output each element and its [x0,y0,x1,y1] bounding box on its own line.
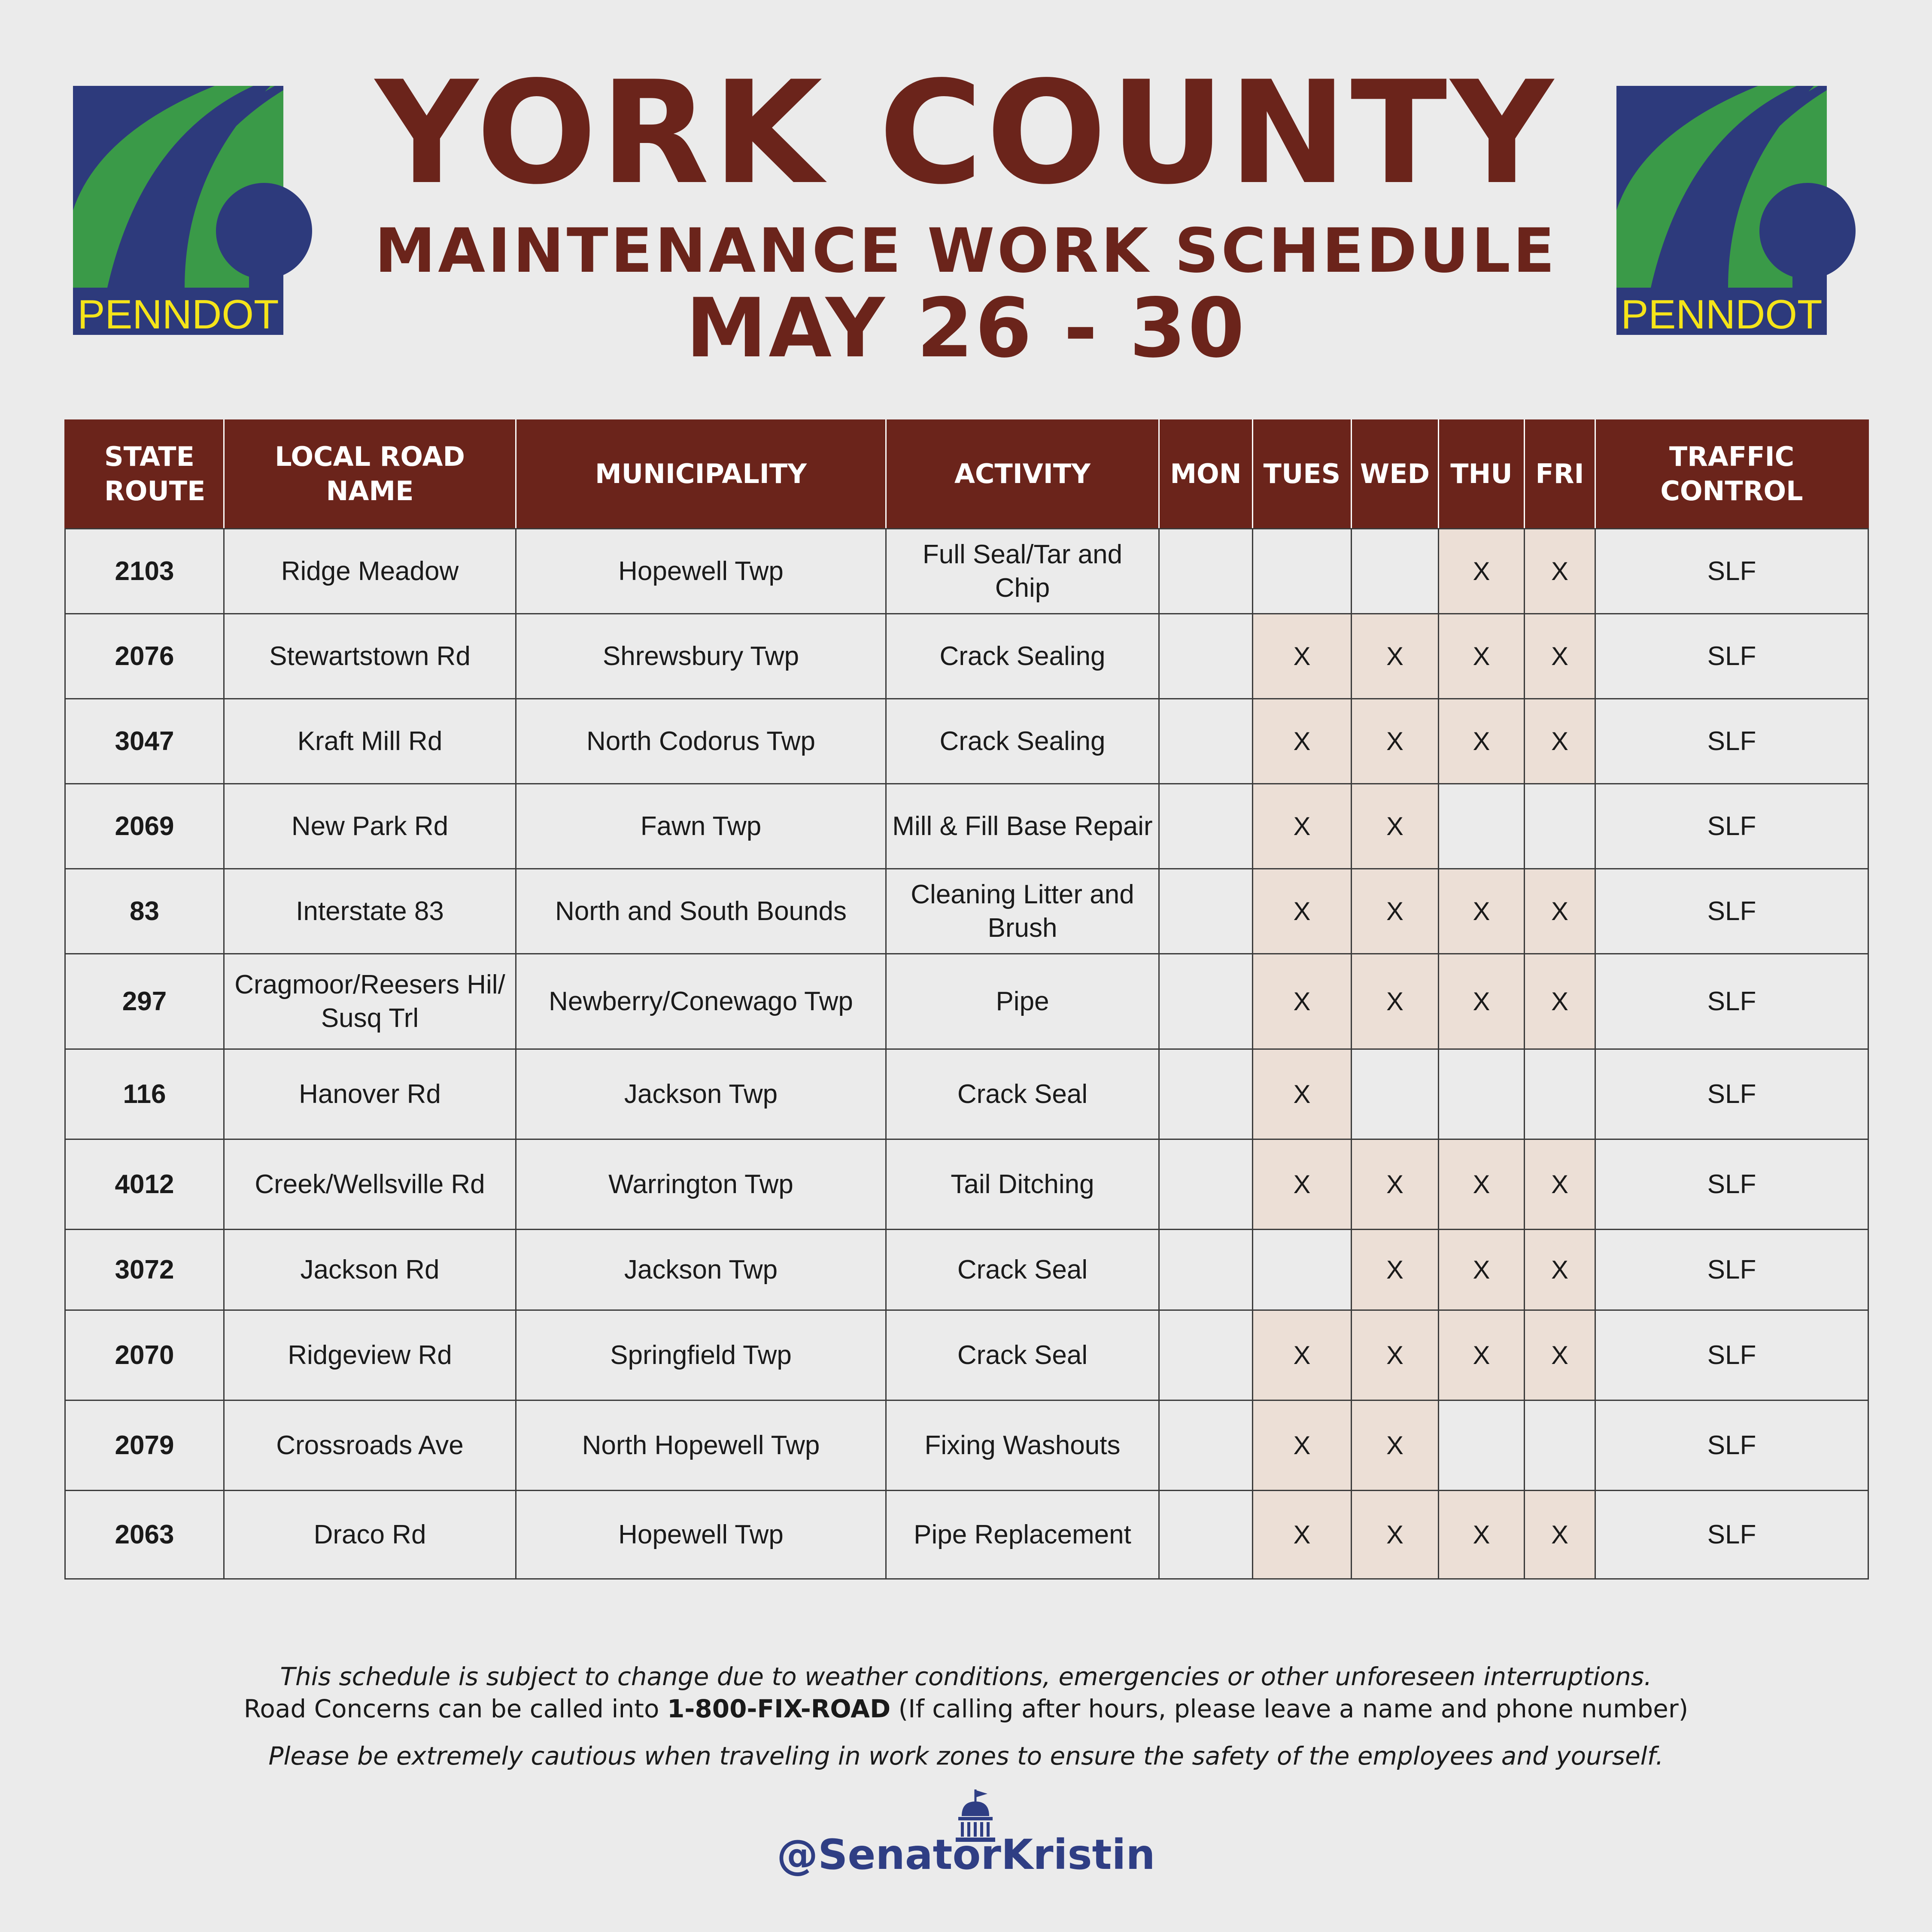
cell-route: 2069 [65,784,224,869]
cell-mon [1159,699,1253,784]
cell-wed: X [1352,954,1439,1049]
cell-route: 4012 [65,1139,224,1230]
cell-road: Jackson Rd [224,1230,516,1310]
schedule-table [64,419,1869,1580]
cell-traffic-control: SLF [1595,1230,1868,1310]
cell-fri [1525,1400,1595,1491]
cell-road: Kraft Mill Rd [224,699,516,784]
cell-tues: X [1253,1491,1352,1579]
cell-activity: Cleaning Litter and Brush [886,869,1159,954]
cell-road: Creek/Wellsville Rd [224,1139,516,1230]
cell-traffic-control: SLF [1595,954,1868,1049]
cell-thu: X [1439,1310,1525,1400]
table-row [65,1049,1868,1139]
cell-route: 2076 [65,614,224,699]
cell-tues: X [1253,614,1352,699]
page-subtitle: MAINTENANCE WORK SCHEDULE [374,216,1558,286]
safety-note: Please be extremely cautious when traveling in work zones to ensure the safety of the employees and yourself. [268,1741,1664,1771]
col-header-fri: FRI [1525,419,1595,529]
date-range: MAY 26 - 30 [686,281,1246,376]
cell-mon [1159,614,1253,699]
cell-fri: X [1525,869,1595,954]
road-concerns-post: (If calling after hours, please leave a name and phone number) [890,1694,1689,1723]
cell-fri: X [1525,1491,1595,1579]
cell-traffic-control: SLF [1595,529,1868,614]
cell-thu [1439,1400,1525,1491]
col-header-mon: MON [1159,419,1253,529]
cell-fri [1525,784,1595,869]
cell-wed: X [1352,1139,1439,1230]
cell-wed [1352,529,1439,614]
cell-route: 3047 [65,699,224,784]
table-body [65,529,1868,1579]
cell-activity: Crack Sealing [886,614,1159,699]
cell-traffic-control: SLF [1595,614,1868,699]
cell-municipality: Warrington Twp [516,1139,886,1230]
cell-activity: Pipe Replacement [886,1491,1159,1579]
cell-traffic-control: SLF [1595,1049,1868,1139]
hotline-number: 1-800-FIX-ROAD [667,1694,891,1723]
table-row [65,784,1868,869]
cell-road: Cragmoor/Reesers Hil/ Susq Trl [224,954,516,1049]
cell-route: 2063 [65,1491,224,1579]
cell-tues: X [1253,699,1352,784]
cell-route: 83 [65,869,224,954]
cell-route: 3072 [65,1230,224,1310]
cell-thu: X [1439,1491,1525,1579]
cell-wed: X [1352,1400,1439,1491]
cell-road: Ridge Meadow [224,529,516,614]
cell-fri: X [1525,1139,1595,1230]
table-row [65,1230,1868,1310]
cell-wed [1352,1049,1439,1139]
cell-wed: X [1352,1491,1439,1579]
cell-route: 2103 [65,529,224,614]
cell-fri: X [1525,954,1595,1049]
cell-municipality: Jackson Twp [516,1230,886,1310]
cell-thu: X [1439,1139,1525,1230]
cell-route: 2079 [65,1400,224,1491]
penndot-logo-text: PENNDOT [1621,292,1823,335]
col-header-traffic-control: TRAFFIC CONTROL [1595,419,1868,529]
cell-activity: Crack Seal [886,1049,1159,1139]
cell-fri: X [1525,529,1595,614]
cell-traffic-control: SLF [1595,1139,1868,1230]
penndot-logo-text: PENNDOT [77,292,279,335]
cell-tues: X [1253,1139,1352,1230]
table-header-row [65,419,1868,529]
cell-traffic-control: SLF [1595,784,1868,869]
cell-thu [1439,784,1525,869]
cell-activity: Crack Seal [886,1310,1159,1400]
cell-mon [1159,869,1253,954]
cell-mon [1159,1139,1253,1230]
cell-municipality: North Hopewell Twp [516,1400,886,1491]
cell-tues [1253,529,1352,614]
table-row [65,1400,1868,1491]
cell-route: 116 [65,1049,224,1139]
cell-tues: X [1253,1049,1352,1139]
cell-fri: X [1525,1310,1595,1400]
cell-traffic-control: SLF [1595,1491,1868,1579]
cell-tues: X [1253,1400,1352,1491]
cell-thu: X [1439,699,1525,784]
cell-road: New Park Rd [224,784,516,869]
table-row [65,954,1868,1049]
cell-mon [1159,1049,1253,1139]
cell-mon [1159,954,1253,1049]
cell-activity: Pipe [886,954,1159,1049]
cell-tues: X [1253,1310,1352,1400]
cell-wed: X [1352,784,1439,869]
cell-thu: X [1439,1230,1525,1310]
cell-road: Draco Rd [224,1491,516,1579]
social-handle[interactable]: @SenatorKristin [777,1831,1155,1879]
col-header-wed: WED [1352,419,1439,529]
page-title: YORK COUNTY [375,51,1557,216]
cell-mon [1159,1230,1253,1310]
cell-municipality: Jackson Twp [516,1049,886,1139]
cell-thu: X [1439,614,1525,699]
schedule-disclaimer: This schedule is subject to change due to weather conditions, emergencies or other unforeseen interruptions. [280,1662,1652,1691]
table-row [65,699,1868,784]
cell-tues: X [1253,784,1352,869]
cell-route: 297 [65,954,224,1049]
table-row [65,614,1868,699]
cell-activity: Tail Ditching [886,1139,1159,1230]
table-row [65,869,1868,954]
table-row [65,1491,1868,1579]
cell-road: Ridgeview Rd [224,1310,516,1400]
cell-route: 2070 [65,1310,224,1400]
cell-tues: X [1253,954,1352,1049]
cell-municipality: Fawn Twp [516,784,886,869]
col-header-state-route: STATE ROUTE [65,419,224,529]
table-row [65,1310,1868,1400]
cell-municipality: Hopewell Twp [516,1491,886,1579]
col-header-municipality: MUNICIPALITY [516,419,886,529]
cell-municipality: North Codorus Twp [516,699,886,784]
cell-traffic-control: SLF [1595,699,1868,784]
col-header-activity: ACTIVITY [886,419,1159,529]
cell-wed: X [1352,699,1439,784]
cell-thu: X [1439,869,1525,954]
cell-road: Interstate 83 [224,869,516,954]
cell-traffic-control: SLF [1595,1400,1868,1491]
col-header-tues: TUES [1253,419,1352,529]
cell-municipality: Springfield Twp [516,1310,886,1400]
cell-traffic-control: SLF [1595,869,1868,954]
cell-wed: X [1352,1230,1439,1310]
cell-traffic-control: SLF [1595,1310,1868,1400]
cell-road: Crossroads Ave [224,1400,516,1491]
cell-wed: X [1352,614,1439,699]
table-row [65,529,1868,614]
cell-road: Hanover Rd [224,1049,516,1139]
cell-thu: X [1439,529,1525,614]
cell-mon [1159,1310,1253,1400]
cell-road: Stewartstown Rd [224,614,516,699]
cell-fri: X [1525,1230,1595,1310]
cell-municipality: North and South Bounds [516,869,886,954]
cell-municipality: Newberry/Conewago Twp [516,954,886,1049]
cell-mon [1159,1400,1253,1491]
road-concerns-pre: Road Concerns can be called into [243,1694,667,1723]
cell-thu [1439,1049,1525,1139]
col-header-thu: THU [1439,419,1525,529]
cell-activity: Crack Seal [886,1230,1159,1310]
cell-mon [1159,529,1253,614]
cell-mon [1159,784,1253,869]
cell-wed: X [1352,869,1439,954]
cell-fri [1525,1049,1595,1139]
cell-tues [1253,1230,1352,1310]
cell-thu: X [1439,954,1525,1049]
cell-wed: X [1352,1310,1439,1400]
cell-fri: X [1525,614,1595,699]
cell-fri: X [1525,699,1595,784]
road-concerns-note [0,1692,1932,1726]
cell-activity: Full Seal/Tar and Chip [886,529,1159,614]
cell-mon [1159,1491,1253,1579]
cell-tues: X [1253,869,1352,954]
cell-municipality: Hopewell Twp [516,529,886,614]
cell-municipality: Shrewsbury Twp [516,614,886,699]
col-header-local-road-name: LOCAL ROAD NAME [224,419,516,529]
cell-activity: Fixing Washouts [886,1400,1159,1491]
cell-activity: Crack Sealing [886,699,1159,784]
table-row [65,1139,1868,1230]
cell-activity: Mill & Fill Base Repair [886,784,1159,869]
